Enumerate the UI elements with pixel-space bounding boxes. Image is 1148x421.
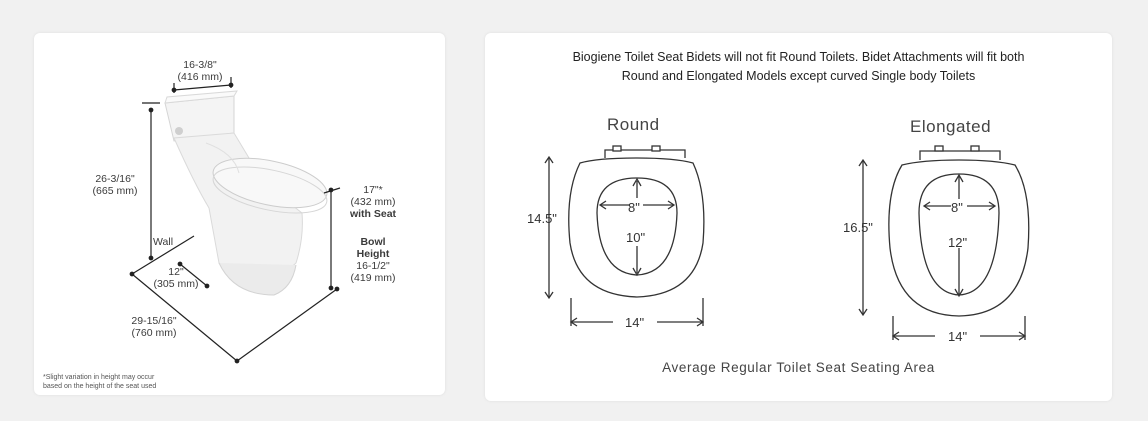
height-variation-note: *Slight variation in height may occur based on the height of the seat used [43,374,157,390]
elongated-inner-width-label: 8" [951,200,963,215]
rough-in-label: 12" (305 mm) [153,266,199,290]
seat-diagrams [485,33,1112,401]
seat-shapes-card [485,33,1112,401]
round-inner-length-label: 10" [626,230,646,245]
elongated-height-label: 16.5" [843,220,873,235]
compatibility-note: Biogiene Toilet Seat Bidets will not fit Round Toilets. Bidet Attachments will fit both Round and Elongated Models except curved Single body Toilets [572,50,1025,83]
elongated-width-label: 14" [948,329,968,344]
wall-label: Wall [153,236,174,248]
elongated-seat-hinge [920,151,1000,160]
height-label: 26-3/16" (665 mm) [92,173,138,197]
seat-height-label: 17"* (432 mm) with Seat [349,184,397,220]
elongated-title: Elongated [910,117,992,136]
seating-area-caption: Average Regular Toilet Seat Seating Area [662,360,935,375]
depth-label: 29-15/16" (760 mm) [131,315,177,339]
toilet-dimensions-card [34,33,445,395]
round-title: Round [607,115,660,134]
round-seat-outline [569,158,704,297]
round-height-label: 14.5" [527,211,557,226]
round-width-label: 14" [625,315,645,330]
elongated-inner-length-label: 12" [948,235,968,250]
bowl-height-label: Bowl Height 16-1/2" (419 mm) [350,236,396,284]
round-inner-width-label: 8" [628,200,640,215]
top-width-label: 16-3/8" (416 mm) [177,59,223,83]
